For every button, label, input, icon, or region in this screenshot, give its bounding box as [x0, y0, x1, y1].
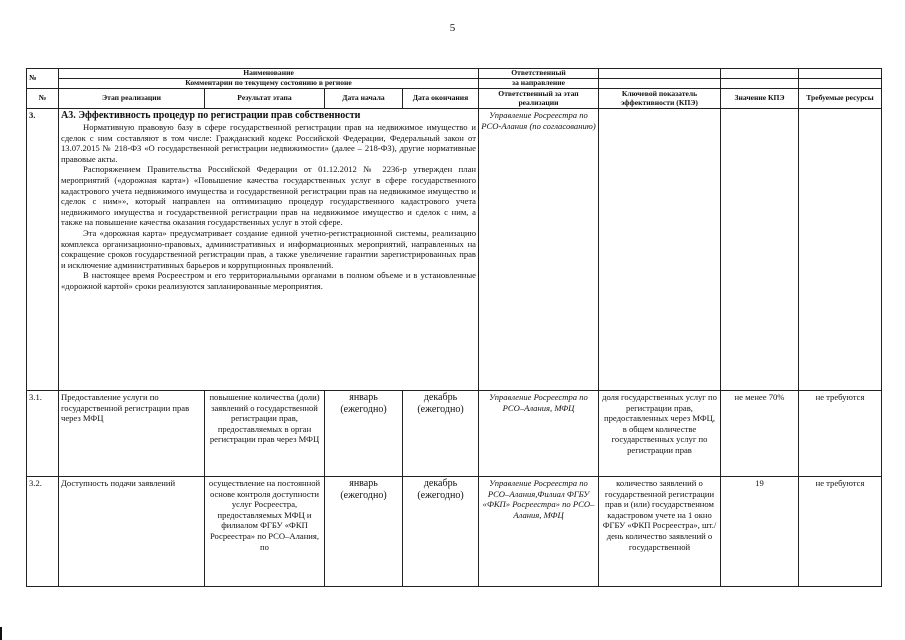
scan-mark — [0, 627, 2, 640]
section-paragraph: В настоящее время Росреестром и его территориальными органами в полном объеме и в установленные «дорожной картой» сроки реализуются запланированные мероприятия. — [61, 270, 476, 291]
plan-table — [26, 68, 882, 587]
header-empty-6 — [799, 79, 882, 89]
header-name: Наименование — [59, 69, 479, 79]
table-row — [27, 477, 882, 587]
row-responsible: Управление Росреестра по РСО–Алания,Филиал ФГБУ «ФКП» Росреестра» по РСО–Алания, МФЦ — [479, 477, 599, 587]
section-empty-kpi — [599, 109, 721, 391]
header-empty-4 — [599, 79, 721, 89]
row-responsible: Управление Росреестра по РСО–Алания, МФЦ — [479, 391, 599, 477]
section-empty-kpi-value — [721, 109, 799, 391]
row-stage: Предоставление услуги по государственной регистрации прав через МФЦ — [59, 391, 205, 477]
row-result: осуществление на постоянной основе контроля доступности услуг Росреестра, предоставляемых МФЦ и филиалом ФГБУ «ФКП Росреестра» по РСО–Алания, по — [205, 477, 325, 587]
row-end: декабрь (ежегодно) — [403, 391, 479, 477]
row-kpi: доля государственных услуг по регистрации прав, предоставленных через МФЦ, в общем количестве государственных услуг по регистрации прав — [599, 391, 721, 477]
row-kpi-value: не менее 70% — [721, 391, 799, 477]
section-row — [27, 109, 882, 391]
row-number: 3.1. — [27, 391, 59, 477]
header-responsible-direction: за направление — [479, 79, 599, 89]
section-empty-resources — [799, 109, 882, 391]
page-number: 5 — [449, 22, 456, 34]
header-empty-5 — [721, 79, 799, 89]
section-number: 3. — [27, 109, 59, 391]
row-resources: не требуются — [799, 391, 882, 477]
section-paragraph: Нормативную правовую базу в сфере государственной регистрации прав на недвижимое имущество и сделок с ним составляют в том числе: Гражданский кодекс Российской Федерации, Федеральный закон от 13.07.2015 № 218-ФЗ «О государственной регистрации недвижимости» (далее – 218-ФЗ), другие нормативные правовые акты. — [61, 122, 476, 164]
row-resources: не требуются — [799, 477, 882, 587]
header-empty-1 — [599, 69, 721, 79]
row-kpi: количество заявлений о государственной регистрации прав и (или) государственном кадастровом учете на 1 окно ФГБУ «ФКП Росреестра», шт./день количество заявлений о государственной — [599, 477, 721, 587]
col-header-start: Дата начала — [325, 89, 403, 109]
section-paragraph: Распоряжением Правительства Российской Федерации от 01.12.2012 № 2236-р утвержден план мероприятий («дорожная карта») «Повышение качества государственных услуг в сфере государственного кадастрового учета недвижимого имущества и государственной регистрации прав на недвижимое имущество и сделок с ним»», который направлен на оптимизацию процедур государственного кадастрового учета недвижимого имущества и государственной регистрации прав на недвижимое имущество и сделок с ним, а также на повышение качества оказания государственных услуг в этой сфере. — [61, 164, 476, 228]
col-header-resources: Требуемые ресурсы — [799, 89, 882, 109]
col-header-kpi-value: Значение КПЭ — [721, 89, 799, 109]
header-no-top: № — [27, 69, 59, 89]
col-header-stage: Этап реализации — [59, 89, 205, 109]
header-comments: Комментарии по текущему состоянию в регионе — [59, 79, 479, 89]
row-end: декабрь (ежегодно) — [403, 477, 479, 587]
col-header-kpi: Ключевой показатель эффективности (КПЭ) — [599, 89, 721, 109]
row-stage: Доступность подачи заявлений — [59, 477, 205, 587]
col-header-responsible: Ответственный за этап реализации — [479, 89, 599, 109]
col-header-end: Дата окончания — [403, 89, 479, 109]
row-start: январь (ежегодно) — [325, 477, 403, 587]
row-start: январь (ежегодно) — [325, 391, 403, 477]
row-number: 3.2. — [27, 477, 59, 587]
col-header-result: Результат этапа — [205, 89, 325, 109]
section-paragraph: Эта «дорожная карта» предусматривает создание единой учетно-регистрационной системы, реализацию комплекса организационно-правовых, административных и информационных мероприятий, направленных на сокращение сроков государственной регистрации прав, а также увеличение гарантии зарегистрированных прав и исключение административных барьеров и коррупционных проявлений. — [61, 227, 476, 270]
table-row — [27, 391, 882, 477]
row-kpi-value: 19 — [721, 477, 799, 587]
header-responsible-top: Ответственный — [479, 69, 599, 79]
col-header-no: № — [27, 89, 59, 109]
section-title: А3. Эффективность процедур по регистрации прав собственности — [61, 110, 361, 121]
header-empty-2 — [721, 69, 799, 79]
section-responsible: Управление Росреестра по РСО-Алания (по согласованию) — [479, 109, 599, 391]
header-empty-3 — [799, 69, 882, 79]
section-content — [59, 109, 479, 391]
row-result: повышение количества (доли) заявлений о государственной регистрации прав, предоставляемых в орган регистрации прав через МФЦ — [205, 391, 325, 477]
